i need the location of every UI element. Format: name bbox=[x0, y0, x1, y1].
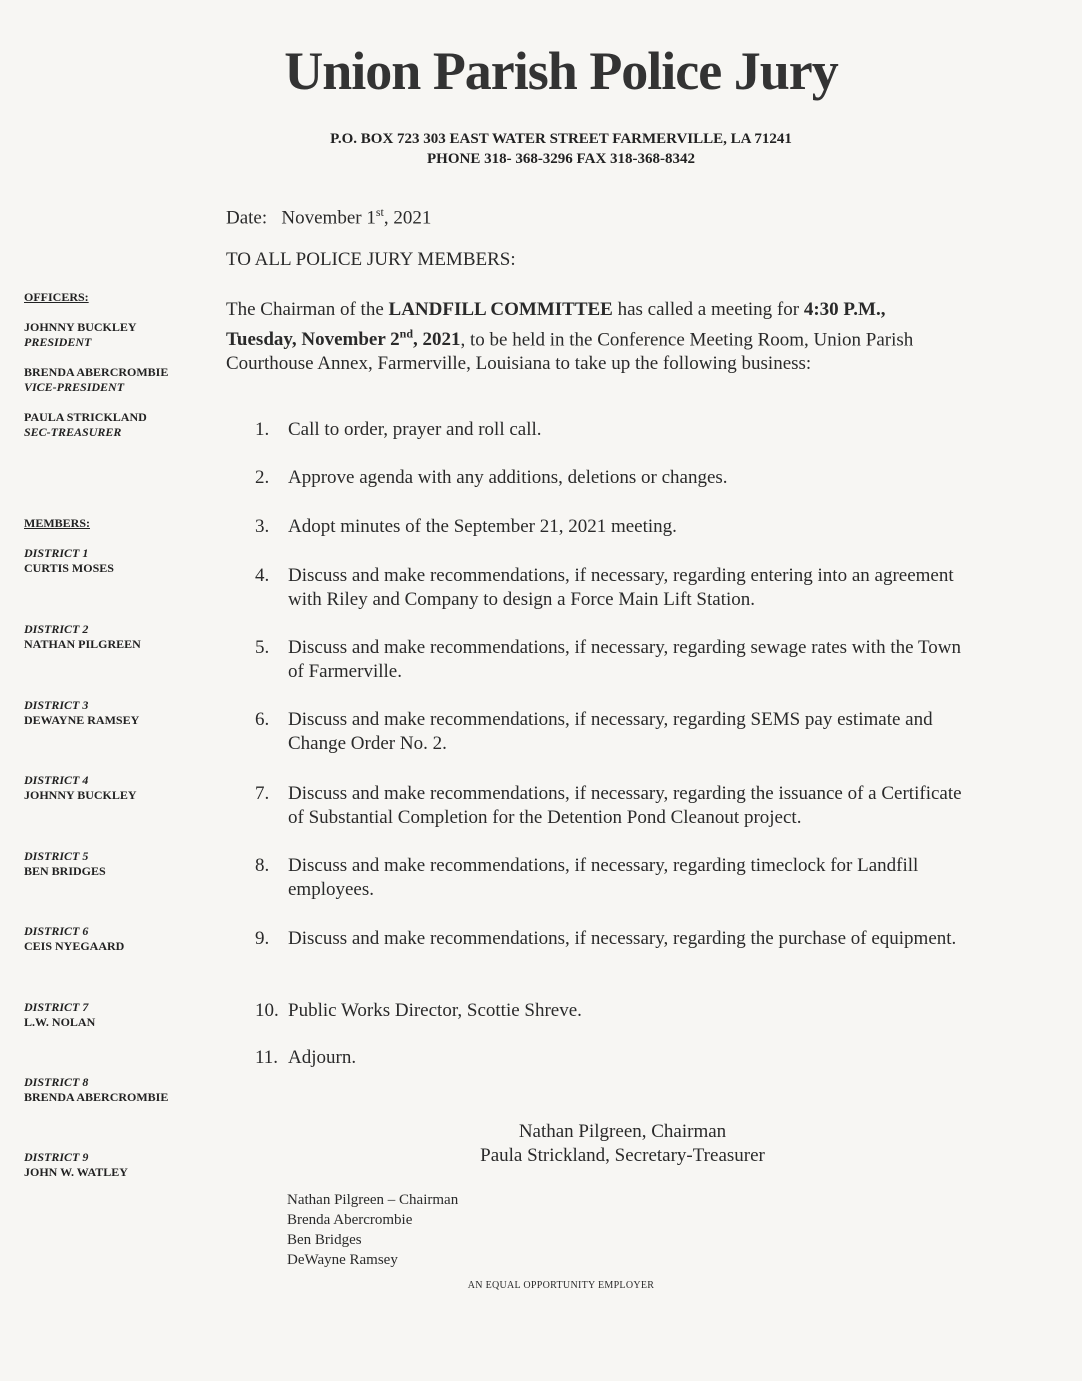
officer-name: JOHNNY BUCKLEY bbox=[24, 320, 137, 334]
address-line-1: P.O. BOX 723 303 EAST WATER STREET FARMERVILLE, LA 71241 bbox=[330, 131, 792, 147]
agenda-number: 1. bbox=[255, 419, 270, 440]
agenda-text: Discuss and make recommendations, if necessary, regarding entering into an agreement with Riley and Company to design a Force Main Lift Station. bbox=[288, 565, 954, 610]
agenda-text: Discuss and make recommendations, if necessary, regarding SEMS pay estimate and Change Order No. 2. bbox=[288, 709, 933, 754]
cc-list bbox=[287, 1190, 458, 1270]
officer-role: PRESIDENT bbox=[24, 335, 92, 349]
sidebar-officers-label bbox=[24, 290, 89, 305]
committee-name: LANDFILL COMMITTEE bbox=[388, 299, 613, 320]
member-name: L.W. NOLAN bbox=[24, 1015, 96, 1029]
agenda-number: 7. bbox=[255, 783, 270, 804]
agenda-item bbox=[255, 636, 975, 684]
agenda-item bbox=[255, 927, 975, 951]
member-district: DISTRICT 8 bbox=[24, 1075, 89, 1089]
member-name: BRENDA ABERCROMBIE bbox=[24, 1090, 169, 1104]
agenda-item bbox=[255, 466, 975, 490]
member-name: DEWAYNE RAMSEY bbox=[24, 713, 140, 727]
officer-entry bbox=[24, 320, 137, 350]
agenda-number: 10. bbox=[255, 1000, 279, 1021]
intro-text-3: , to be held in the Conference Meeting Room, Union Parish Courthouse Annex, Farmerville, Louisiana to take up the following business: bbox=[226, 329, 914, 375]
meeting-year: , 2021 bbox=[413, 329, 461, 351]
member-name: BEN BRIDGES bbox=[24, 864, 106, 878]
agenda-text: Approve agenda with any additions, deletions or changes. bbox=[288, 467, 728, 488]
member-entry bbox=[24, 546, 114, 576]
agenda-item bbox=[255, 515, 975, 539]
officer-role: SEC-TREASURER bbox=[24, 425, 122, 439]
agenda-text: Discuss and make recommendations, if necessary, regarding timeclock for Landfill employees. bbox=[288, 855, 919, 900]
member-name: JOHN W. WATLEY bbox=[24, 1165, 128, 1179]
member-entry bbox=[24, 849, 106, 879]
member-entry bbox=[24, 1150, 128, 1180]
signature-secretary: Paula Strickland, Secretary-Treasurer bbox=[480, 1145, 765, 1166]
cc-item: Ben Bridges bbox=[287, 1232, 362, 1248]
member-district: DISTRICT 7 bbox=[24, 1000, 89, 1014]
date-line bbox=[226, 200, 431, 230]
officer-name: PAULA STRICKLAND bbox=[24, 410, 147, 424]
footer-eoe: AN EQUAL OPPORTUNITY EMPLOYER bbox=[467, 1280, 655, 1291]
member-entry bbox=[24, 924, 124, 954]
member-district: DISTRICT 1 bbox=[24, 546, 89, 560]
sidebar-members-label bbox=[24, 516, 90, 531]
member-district: DISTRICT 4 bbox=[24, 773, 89, 787]
address-line-2: PHONE 318- 368-3296 FAX 318-368-8342 bbox=[426, 151, 696, 167]
member-entry bbox=[24, 1000, 95, 1030]
agenda-number: 8. bbox=[255, 855, 270, 876]
agenda-text: Discuss and make recommendations, if necessary, regarding the purchase of equipment. bbox=[288, 928, 957, 949]
members-label: MEMBERS: bbox=[24, 516, 90, 530]
salutation: TO ALL POLICE JURY MEMBERS: bbox=[226, 249, 516, 270]
meeting-day-suffix: nd bbox=[399, 327, 414, 341]
letterhead-title: Union Parish Police Jury bbox=[284, 41, 838, 101]
member-entry bbox=[24, 1075, 168, 1105]
signature-chairman: Nathan Pilgreen, Chairman bbox=[518, 1121, 727, 1142]
cc-item: Nathan Pilgreen – Chairman bbox=[287, 1192, 459, 1208]
officer-entry bbox=[24, 365, 168, 395]
agenda-item bbox=[255, 854, 975, 902]
member-entry bbox=[24, 622, 141, 652]
agenda-text: Discuss and make recommendations, if necessary, regarding the issuance of a Certificate of Substantial Completion for the Detention Pond Cleanout project. bbox=[288, 783, 962, 828]
member-district: DISTRICT 5 bbox=[24, 849, 89, 863]
agenda-text: Call to order, prayer and roll call. bbox=[288, 419, 542, 440]
agenda-item bbox=[255, 999, 975, 1023]
member-district: DISTRICT 3 bbox=[24, 698, 89, 712]
cc-item: Brenda Abercrombie bbox=[287, 1212, 413, 1228]
date-year: , 2021 bbox=[383, 207, 432, 229]
date-label: Date: bbox=[226, 207, 268, 229]
officers-label: OFFICERS: bbox=[24, 290, 89, 304]
date-month-day: November 1 bbox=[281, 207, 376, 229]
agenda-number: 2. bbox=[255, 467, 270, 488]
intro-paragraph bbox=[226, 298, 926, 376]
member-district: DISTRICT 6 bbox=[24, 924, 89, 938]
cc-item: DeWayne Ramsey bbox=[287, 1252, 398, 1268]
agenda-item bbox=[255, 418, 975, 442]
agenda-item bbox=[255, 782, 975, 830]
date-suffix: st bbox=[375, 205, 384, 219]
agenda-text: Public Works Director, Scottie Shreve. bbox=[288, 1000, 582, 1021]
member-district: DISTRICT 2 bbox=[24, 622, 89, 636]
member-district: DISTRICT 9 bbox=[24, 1150, 89, 1164]
member-entry bbox=[24, 698, 139, 728]
member-name: CURTIS MOSES bbox=[24, 561, 114, 575]
agenda-number: 3. bbox=[255, 516, 270, 537]
member-name: JOHNNY BUCKLEY bbox=[24, 788, 137, 802]
officer-role: VICE-PRESIDENT bbox=[24, 380, 125, 394]
officer-name: BRENDA ABERCROMBIE bbox=[24, 365, 169, 379]
member-entry bbox=[24, 773, 137, 803]
meeting-time-text: 4:30 P.M., Tuesday, November 2 bbox=[226, 299, 886, 351]
member-name: NATHAN PILGREEN bbox=[24, 637, 141, 651]
agenda-text: Adjourn. bbox=[288, 1047, 357, 1068]
agenda-text: Adopt minutes of the September 21, 2021 meeting. bbox=[288, 516, 677, 537]
officer-entry bbox=[24, 410, 147, 440]
agenda-number: 4. bbox=[255, 565, 270, 586]
agenda-text: Discuss and make recommendations, if necessary, regarding sewage rates with the Town of Farmerville. bbox=[288, 637, 961, 682]
intro-text-1: The Chairman of the bbox=[226, 299, 389, 320]
agenda-number: 6. bbox=[255, 709, 270, 730]
agenda-item bbox=[255, 1046, 975, 1070]
agenda-number: 9. bbox=[255, 928, 270, 949]
agenda-item bbox=[255, 708, 975, 756]
agenda-number: 11. bbox=[255, 1047, 279, 1068]
agenda-number: 5. bbox=[255, 637, 270, 658]
agenda-item bbox=[255, 564, 975, 612]
member-name: CEIS NYEGAARD bbox=[24, 939, 125, 953]
intro-text-2: has called a meeting for bbox=[612, 299, 804, 320]
